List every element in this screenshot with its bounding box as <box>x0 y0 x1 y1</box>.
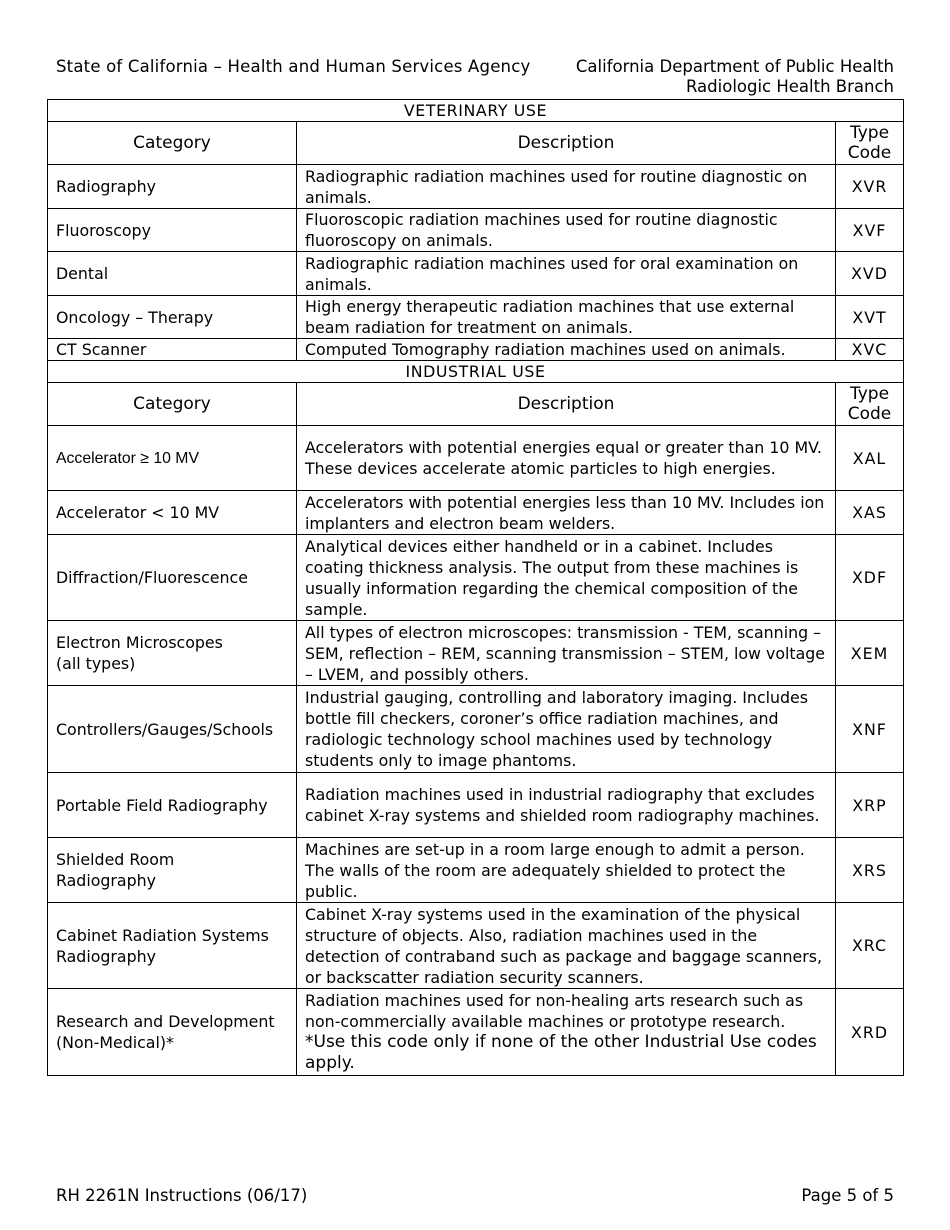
category-line: Electron Microscopes <box>56 633 223 652</box>
category-cell: Oncology – Therapy <box>48 296 297 339</box>
header-branch-name: Radiologic Health Branch <box>685 77 894 96</box>
table-row <box>48 252 904 296</box>
category-line: Radiography <box>56 946 156 966</box>
category-line: Cabinet Radiation Systems <box>56 925 269 945</box>
description-cell: High energy therapeutic radiation machines that use external beam radiation for treatment on animals. <box>297 296 836 339</box>
type-code-cell: XVT <box>836 296 904 339</box>
table-row <box>48 621 904 686</box>
category-cell: Diffraction/Fluorescence <box>48 535 297 621</box>
type-code-cell: XRC <box>836 903 904 989</box>
description-cell: Accelerators with potential energies less than 10 MV. Includes ion implanters and electron beam welders. <box>297 491 836 535</box>
table-row <box>48 426 904 491</box>
table-row <box>48 491 904 535</box>
section-title-veterinary: VETERINARY USE <box>48 100 904 122</box>
column-header-row <box>48 383 904 426</box>
description-text: Radiation machines used for non-healing arts research such as non-commercially available machines or prototype research. <box>305 991 804 1031</box>
column-header-type-code <box>836 383 904 426</box>
description-cell: Fluoroscopic radiation machines used for routine diagnostic fluoroscopy on animals. <box>297 209 836 252</box>
type-code-cell: XNF <box>836 686 904 773</box>
category-cell: Accelerator < 10 MV <box>48 491 297 535</box>
table-row <box>48 165 904 209</box>
category-cell: CT Scanner <box>48 339 297 361</box>
column-header-code: Code <box>847 404 892 424</box>
page-number: Page 5 of 5 <box>801 1186 894 1205</box>
description-cell <box>297 989 836 1076</box>
table-row <box>48 773 904 838</box>
type-code-cell: XEM <box>836 621 904 686</box>
column-header-description: Description <box>297 383 836 426</box>
column-header-type-code <box>836 122 904 165</box>
description-cell: Radiographic radiation machines used for oral examination on animals. <box>297 252 836 296</box>
column-header-code: Code <box>847 143 892 163</box>
table-row <box>48 535 904 621</box>
table-row <box>48 296 904 339</box>
category-line: Research and Development <box>56 1012 275 1031</box>
type-code-cell: XAL <box>836 426 904 491</box>
section-row-industrial <box>48 361 904 383</box>
category-cell: Portable Field Radiography <box>48 773 297 838</box>
category-line: Radiography <box>56 871 156 890</box>
form-id: RH 2261N Instructions (06/17) <box>56 1186 308 1205</box>
category-cell <box>48 838 297 903</box>
category-cell: Controllers/Gauges/Schools <box>48 686 297 773</box>
category-line: (Non-Medical)* <box>56 1033 174 1052</box>
type-code-cell: XVD <box>836 252 904 296</box>
column-header-type: Type <box>849 384 890 404</box>
category-cell <box>48 989 297 1076</box>
type-code-cell: XRD <box>836 989 904 1076</box>
description-cell: Industrial gauging, controlling and laboratory imaging. Includes bottle fill checkers, coroner’s office radiation machines, and radiologic technology school machines used by technology students only to image phantoms. <box>297 686 836 773</box>
header-agency: State of California – Health and Human Services Agency <box>56 57 531 76</box>
section-title-industrial: INDUSTRIAL USE <box>48 361 904 383</box>
type-code-cell: XVF <box>836 209 904 252</box>
category-cell: Dental <box>48 252 297 296</box>
column-header-category: Category <box>48 383 297 426</box>
section-row-veterinary <box>48 100 904 122</box>
type-code-cell: XRS <box>836 838 904 903</box>
description-cell: Cabinet X-ray systems used in the examination of the physical structure of objects. Also, radiation machines used in the detection of contraband such as package and baggage scanners, or backscatter radiation security scanners. <box>297 903 836 989</box>
description-cell: All types of electron microscopes: transmission - TEM, scanning – SEM, reflection – REM, scanning transmission – STEM, low voltage – LVEM, and possibly others. <box>297 621 836 686</box>
table-row <box>48 838 904 903</box>
column-header-description: Description <box>297 122 836 165</box>
description-cell: Accelerators with potential energies equal or greater than 10 MV. These devices accelerate atomic particles to high energies. <box>297 426 836 491</box>
description-cell: Computed Tomography radiation machines used on animals. <box>297 339 836 361</box>
category-cell: Fluoroscopy <box>48 209 297 252</box>
table-row <box>48 686 904 773</box>
category-cell: Radiography <box>48 165 297 209</box>
type-code-cell: XAS <box>836 491 904 535</box>
table-row <box>48 903 904 989</box>
description-cell: Radiographic radiation machines used for routine diagnostic on animals. <box>297 165 836 209</box>
category-cell <box>48 621 297 686</box>
column-header-category: Category <box>48 122 297 165</box>
category-line: (all types) <box>56 654 136 673</box>
radiation-machine-type-code-table <box>47 99 904 1076</box>
description-cell: Machines are set-up in a room large enough to admit a person. The walls of the room are adequately shielded to protect the public. <box>297 838 836 903</box>
header-department-name: California Department of Public Health <box>575 57 894 76</box>
table-row <box>48 989 904 1076</box>
table-row <box>48 209 904 252</box>
usage-note: *Use this code only if none of the other Industrial Use codes apply. <box>305 1032 817 1073</box>
table-row <box>48 339 904 361</box>
category-cell: Accelerator ≥ 10 MV <box>48 426 297 491</box>
type-code-cell: XVR <box>836 165 904 209</box>
type-code-cell: XVC <box>836 339 904 361</box>
description-cell: Analytical devices either handheld or in a cabinet. Includes coating thickness analysis. The output from these machines is usually information regarding the chemical composition of the sample. <box>297 535 836 621</box>
header-department <box>576 57 894 97</box>
column-header-row <box>48 122 904 165</box>
type-code-cell: XDF <box>836 535 904 621</box>
description-cell: Radiation machines used in industrial radiography that excludes cabinet X-ray systems and shielded room radiography machines. <box>297 773 836 838</box>
category-line: Shielded Room <box>56 850 175 869</box>
category-cell <box>48 903 297 989</box>
type-code-cell: XRP <box>836 773 904 838</box>
column-header-type: Type <box>849 123 890 143</box>
